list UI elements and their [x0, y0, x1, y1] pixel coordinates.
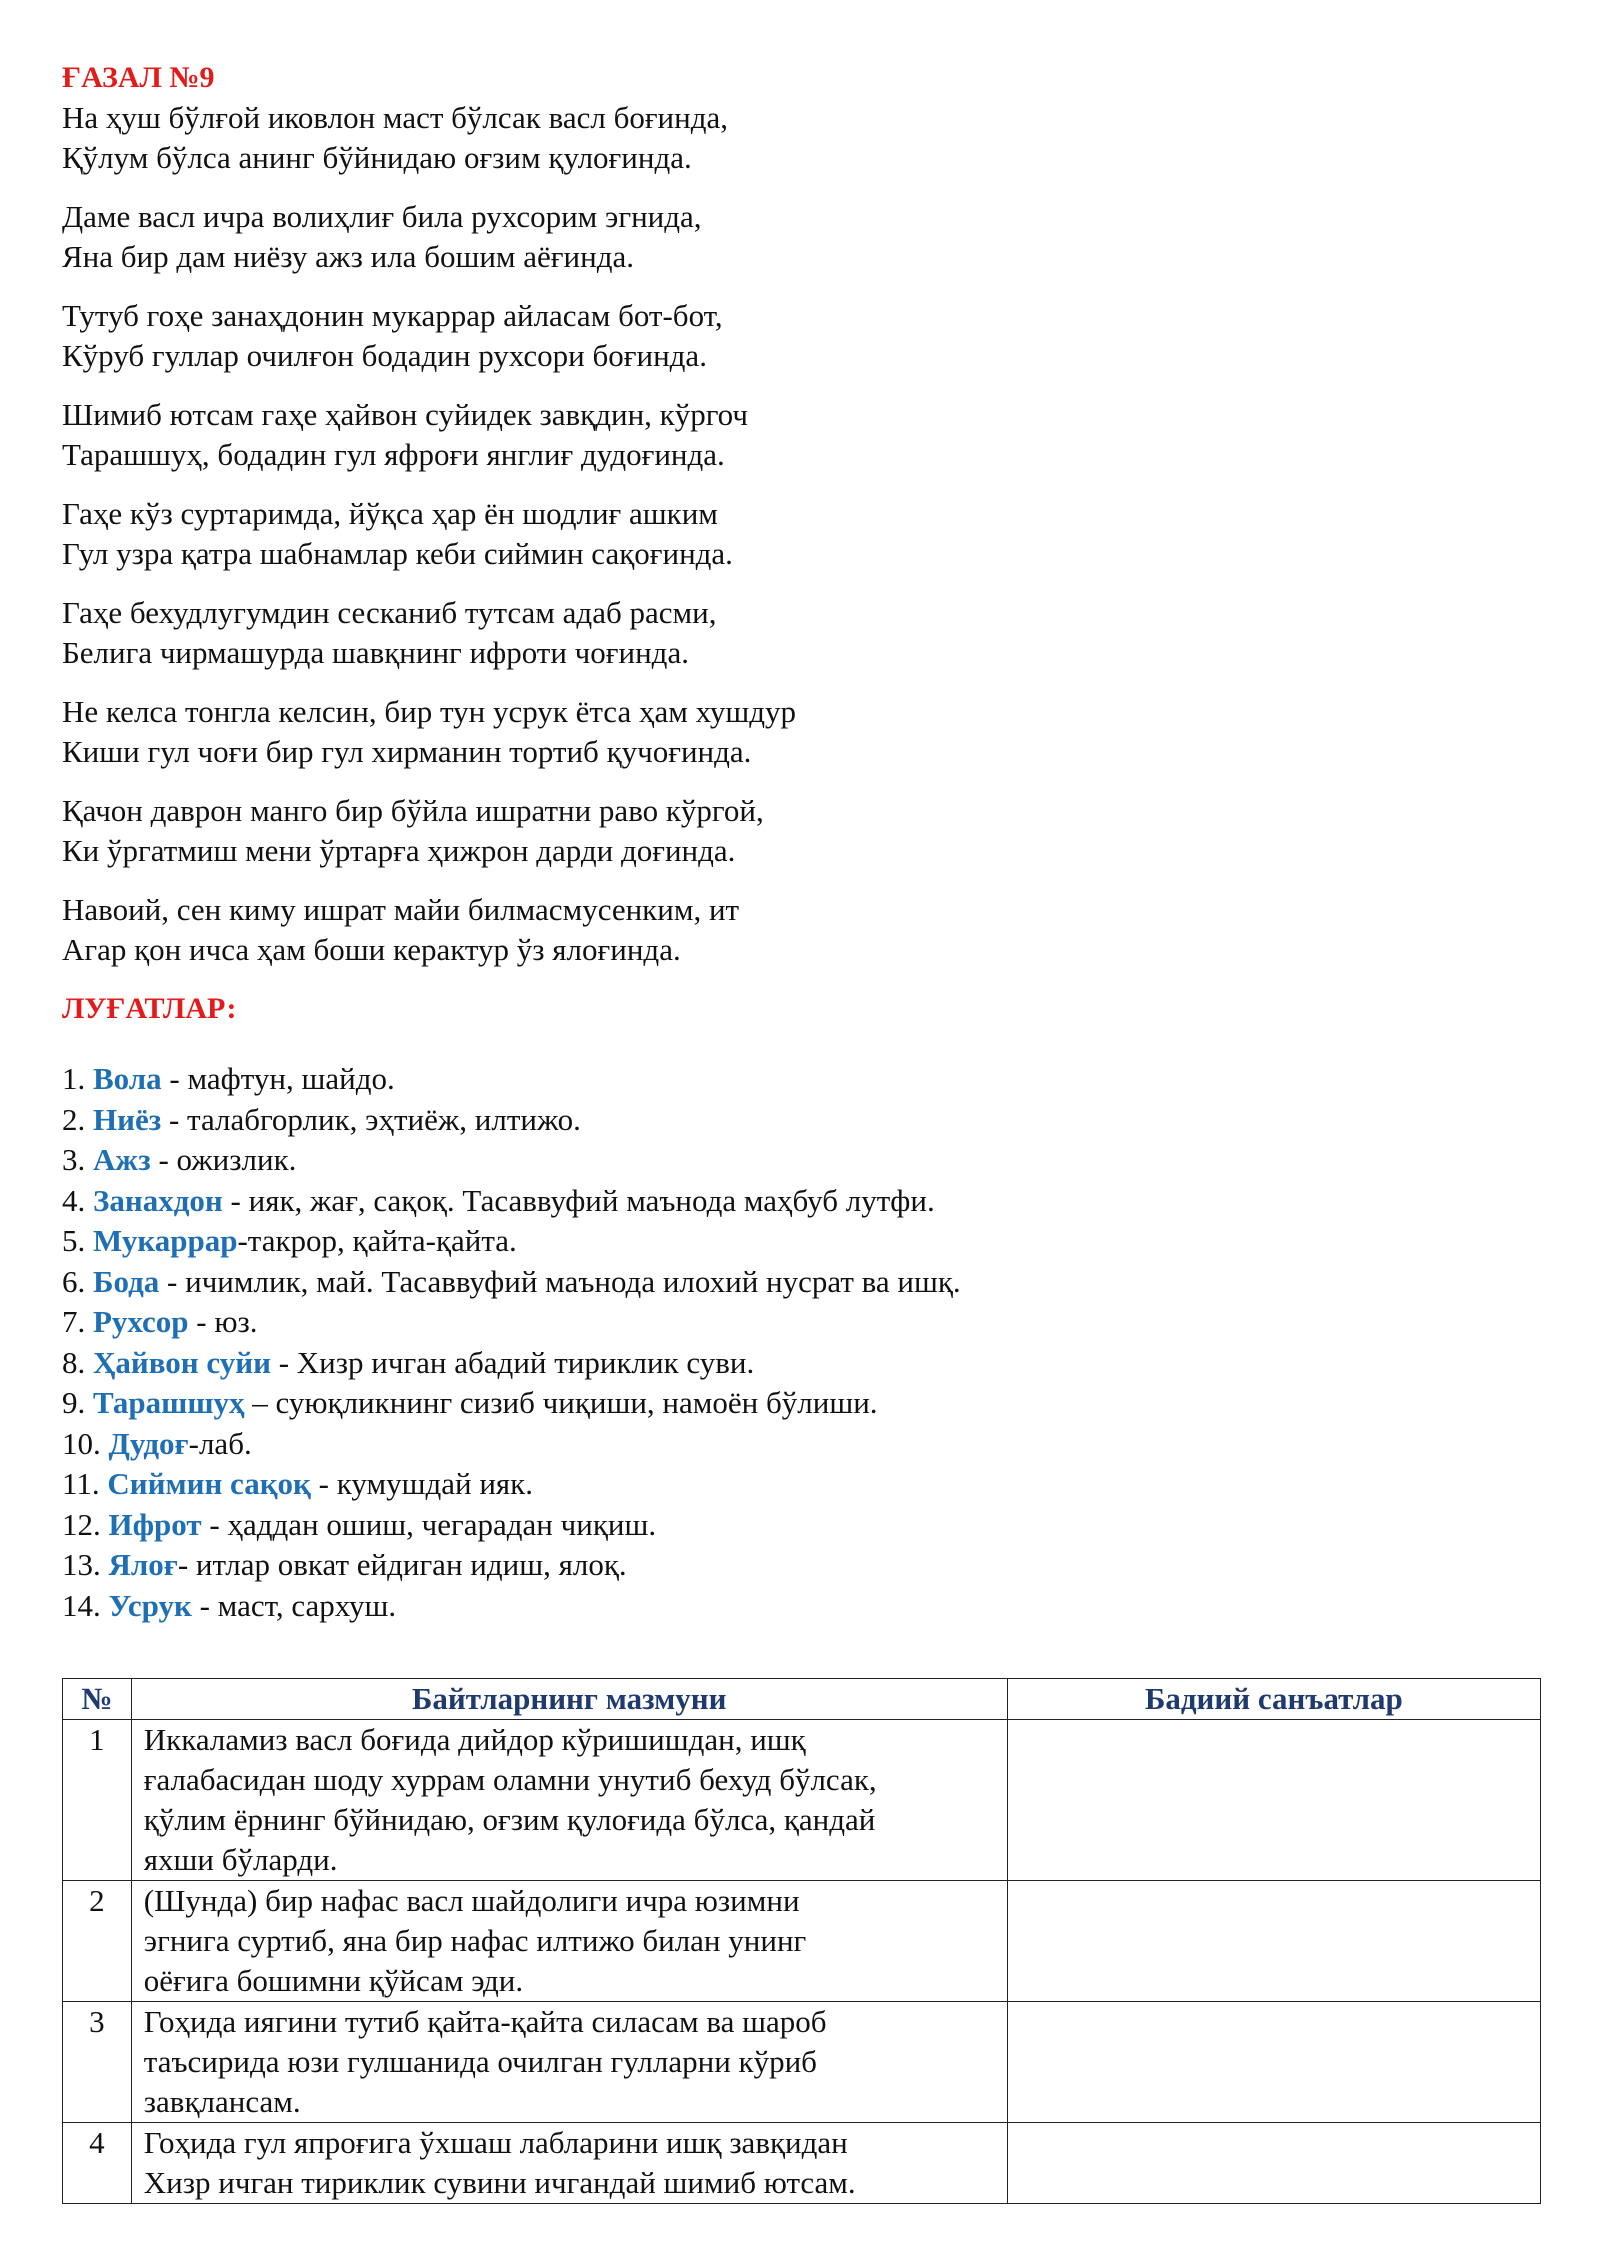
vocabulary-item: [62, 1545, 1542, 1586]
vocabulary-term: Усрук: [108, 1587, 192, 1623]
row-content-line: завқлансам.: [143, 2084, 301, 2119]
poem-line: Даме васл ичра волиҳлиғ била рухсорим эгнида,: [62, 199, 702, 234]
poem-line: Қачон даврон манго бир бўйла ишратни раво кўргой,: [62, 793, 764, 828]
vocabulary-number: 9.: [62, 1385, 86, 1420]
poem-line: Гаҳе бехудлугумдин сесканиб тутсам адаб расми,: [62, 595, 717, 630]
poem-stanza: [62, 791, 1542, 871]
poem-line: Ки ўргатмиш мени ўртарға ҳижрон дарди доғинда.: [62, 833, 736, 868]
vocabulary-definition: - ияк, жағ, сақоқ. Тасаввуфий маънода маҳбуб лутфи.: [222, 1182, 935, 1218]
vocabulary-definition: – суюқликнинг сизиб чиқиши, намоён бўлиши.: [244, 1385, 878, 1420]
vocabulary-term: Занахдон: [93, 1182, 223, 1218]
poem-line: Яна бир дам ниёзу ажз ила бошим аёғинда.: [62, 239, 634, 274]
vocabulary-term: Тарашшуҳ: [93, 1385, 245, 1420]
vocabulary-item: [62, 1262, 1542, 1303]
row-content-line: Гоҳида иягини тутиб қайта-қайта силасам ва шароб: [143, 2004, 827, 2039]
row-number: 2: [63, 1881, 132, 2002]
vocabulary-item: [62, 1383, 1542, 1424]
row-number: 1: [63, 1720, 132, 1881]
header-arts: Бадиий санъатлар: [1007, 1679, 1540, 1720]
vocabulary-item: [62, 1140, 1542, 1181]
poem-stanza: [62, 197, 1542, 277]
row-content-line: ғалабасидан шоду хуррам оламни унутиб бехуд бўлсак,: [143, 1762, 877, 1797]
row-content-line: (Шунда) бир нафас васл шайдолиги ичра юзимни: [143, 1883, 800, 1918]
row-arts-cell[interactable]: [1007, 1881, 1540, 2002]
vocabulary-definition: - талабгорлик, эҳтиёж, илтижо.: [161, 1101, 581, 1137]
vocabulary-number: 6.: [62, 1263, 86, 1299]
poem-body: [62, 98, 1542, 970]
poem-line: Қўлум бўлса анинг бўйнидаю оғзим қулоғинда.: [62, 140, 692, 175]
vocabulary-number: 12.: [62, 1506, 101, 1542]
row-content-line: Гоҳида гул япроғига ўхшаш лабларини ишқ завқидан: [143, 2125, 848, 2160]
vocabulary-definition: - ҳаддан ошиш, чегарадан чиқиш.: [201, 1506, 657, 1542]
vocabulary-list: [62, 1059, 1542, 1626]
vocabulary-number: 14.: [62, 1587, 101, 1623]
vocabulary-item: [62, 1464, 1542, 1505]
vocabulary-term: Ҳайвон суйи: [93, 1344, 271, 1380]
vocabulary-definition: - Хизр ичган абадий тириклик суви.: [270, 1344, 755, 1380]
vocabulary-definition: - итлар овкат ейдиган идиш, ялоқ.: [177, 1547, 627, 1582]
vocabulary-number: 2.: [62, 1101, 86, 1137]
poem-line: Гаҳе кўз суртаримда, йўқса ҳар ён шодлиғ ашким: [62, 496, 718, 531]
vocabulary-number: 8.: [62, 1344, 86, 1380]
poem-line: Киши гул чоғи бир гул хирманин тортиб қучоғинда.: [62, 734, 752, 769]
row-content: [131, 1881, 1007, 2002]
vocabulary-term: Бода: [93, 1263, 160, 1299]
table-header-row: [63, 1679, 1541, 1720]
poem-line: Агар қон ичса ҳам боши керактур ўз ялоғинда.: [62, 932, 681, 967]
table-row: [63, 1720, 1541, 1881]
vocabulary-item: [62, 1343, 1542, 1384]
row-content: [131, 1720, 1007, 1881]
vocabulary-definition: - кумушдай ияк.: [310, 1466, 533, 1501]
vocabulary-term: Дудоғ: [108, 1425, 189, 1461]
poem-line: Тарашшуҳ, бодадин гул яфроғи янглиғ дудоғинда.: [62, 437, 725, 472]
poem-stanza: [62, 692, 1542, 772]
vocabulary-term: Вола: [93, 1061, 162, 1096]
header-number: №: [63, 1679, 132, 1720]
poem-line: Тутуб гоҳе занаҳдонин мукаррар айласам бот-бот,: [62, 298, 723, 333]
vocabulary-number: 10.: [62, 1425, 101, 1461]
poem-title: ҒАЗАЛ №9: [62, 61, 215, 94]
vocabulary-term: Ялоғ: [108, 1547, 178, 1582]
row-content-line: Иккаламиз васл боғида дийдор кўришишдан, ишқ: [143, 1722, 806, 1757]
vocabulary-item: [62, 1059, 1542, 1100]
content-table: [62, 1678, 1541, 2204]
vocabulary-number: 13.: [62, 1547, 101, 1582]
vocabulary-term: Ажз: [93, 1142, 151, 1177]
vocabulary-number: 7.: [62, 1304, 86, 1339]
row-content: [131, 2123, 1007, 2204]
vocabulary-term: Ниёз: [93, 1101, 162, 1137]
table-row: [63, 1881, 1541, 2002]
poem-stanza: [62, 395, 1542, 475]
poem-stanza: [62, 494, 1542, 574]
poem-stanza: [62, 890, 1542, 970]
row-number: 4: [63, 2123, 132, 2204]
vocabulary-definition: - юз.: [188, 1304, 258, 1339]
vocabulary-term: Рухсор: [93, 1304, 189, 1339]
row-arts-cell[interactable]: [1007, 2123, 1540, 2204]
vocabulary-definition: - мафтун, шайдо.: [161, 1061, 395, 1096]
row-content-line: яхши бўларди.: [143, 1842, 338, 1877]
vocabulary-number: 11.: [62, 1466, 100, 1501]
vocabulary-item: [62, 1586, 1542, 1627]
header-content: Байтларнинг мазмуни: [131, 1679, 1007, 1720]
poem-line: Шимиб ютсам гаҳе ҳайвон суйидек завқдин, кўргоч: [62, 397, 748, 432]
poem-line: Кўруб гуллар очилғон бодадин рухсори боғинда.: [62, 338, 707, 373]
vocabulary-item: [62, 1181, 1542, 1222]
row-content-line: таъсирида юзи гулшанида очилган гулларни кўриб: [143, 2044, 817, 2079]
row-arts-cell[interactable]: [1007, 1720, 1540, 1881]
vocabulary-number: 1.: [62, 1061, 86, 1096]
vocabulary-definition: - ичимлик, май. Тасаввуфий маънода илохий нусрат ва ишқ.: [159, 1263, 961, 1299]
vocabulary-item: [62, 1505, 1542, 1546]
vocabulary-definition: - ожизлик.: [150, 1142, 297, 1177]
vocabulary-item: [62, 1302, 1542, 1343]
row-content-line: оёғига бошимни қўйсам эди.: [143, 1963, 524, 1998]
table-body: [63, 1720, 1541, 2204]
vocabulary-definition: -лаб.: [188, 1425, 252, 1461]
row-arts-cell[interactable]: [1007, 2002, 1540, 2123]
poem-line: Гул узра қатра шабнамлар кеби сиймин сақоғинда.: [62, 536, 733, 571]
poem-line: Не келса тонгла келсин, бир тун усрук ётса ҳам хушдур: [62, 694, 797, 729]
document-page: [62, 58, 1542, 1626]
row-content-line: эгнига суртиб, яна бир нафас илтижо билан унинг: [143, 1923, 807, 1958]
poem-stanza: [62, 593, 1542, 673]
table-row: [63, 2123, 1541, 2204]
vocabulary-term: Ифрот: [108, 1506, 202, 1542]
row-content-line: қўлим ёрнинг бўйнидаю, оғзим қулоғида бўлса, қандай: [143, 1802, 876, 1837]
vocabulary-term: Мукаррар: [93, 1223, 238, 1258]
vocabulary-definition: -такрор, қайта-қайта.: [237, 1223, 517, 1258]
row-content-line: Хизр ичган тириклик сувини ичгандай шимиб ютсам.: [143, 2165, 856, 2200]
poem-line: Белига чирмашурда шавқнинг ифроти чоғинда.: [62, 635, 689, 670]
vocabulary-number: 4.: [62, 1182, 86, 1218]
vocabulary-item: [62, 1424, 1542, 1465]
vocabulary-definition: - маст, сархуш.: [191, 1587, 397, 1623]
poem-line: На ҳуш бўлғой иковлон маст бўлсак васл боғинда,: [62, 100, 729, 135]
vocabulary-term: Сиймин сақоқ: [107, 1466, 311, 1501]
vocabulary-title: ЛУҒАТЛАР:: [62, 992, 237, 1025]
vocabulary-number: 3.: [62, 1142, 86, 1177]
poem-stanza: [62, 98, 1542, 178]
vocabulary-item: [62, 1100, 1542, 1141]
vocabulary-number: 5.: [62, 1223, 86, 1258]
row-content: [131, 2002, 1007, 2123]
vocabulary-item: [62, 1221, 1542, 1262]
row-number: 3: [63, 2002, 132, 2123]
poem-stanza: [62, 296, 1542, 376]
table-row: [63, 2002, 1541, 2123]
poem-line: Навоий, сен киму ишрат майи билмасмусенким, ит: [62, 892, 740, 927]
